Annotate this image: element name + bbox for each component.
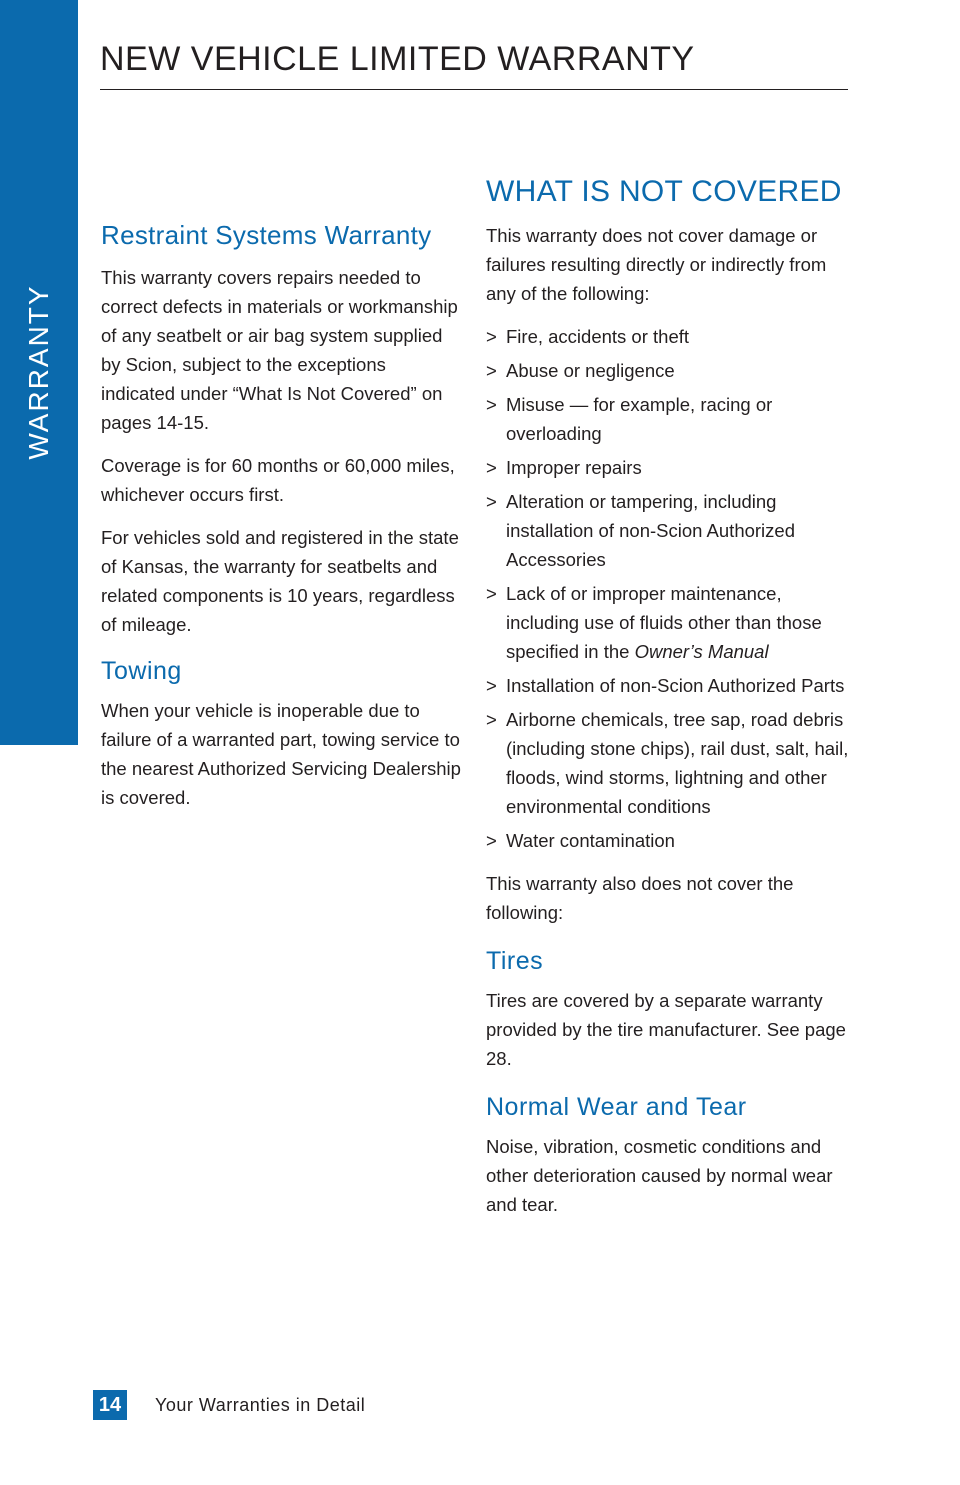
- page-number: 14: [93, 1390, 127, 1420]
- list-item-text: Lack of or improper maintenance, including use of fluids other than those specified in the: [506, 583, 822, 662]
- restraint-paragraph-3: For vehicles sold and registered in the state of Kansas, the warranty for seatbelts and related components is 10 years, regardless of mileage.: [101, 527, 459, 635]
- page-title: NEW VEHICLE LIMITED WARRANTY: [100, 40, 695, 78]
- list-item: [486, 322, 850, 351]
- list-item-text: Improper repairs: [506, 457, 642, 478]
- list-item: [486, 453, 850, 482]
- footer-section-title: Your Warranties in Detail: [155, 1395, 366, 1415]
- bullet-marker: >: [486, 675, 497, 696]
- bullet-marker: >: [486, 457, 497, 478]
- list-item-text: Alteration or tampering, including installation of non-Scion Authorized Accessories: [506, 491, 795, 570]
- towing-heading: Towing: [101, 657, 182, 685]
- list-item: [486, 705, 850, 821]
- restraint-heading: Restraint Systems Warranty: [101, 220, 432, 250]
- restraint-paragraph-1: This warranty covers repairs needed to correct defects in materials or workmanship of any seatbelt or air bag system supplied by Scion, subject to the exceptions indicated under “What Is Not Covered” on pages 14-15.: [101, 267, 458, 433]
- side-tab: [0, 0, 78, 745]
- list-item: [486, 356, 850, 385]
- left-column: [101, 220, 461, 826]
- bullet-marker: >: [486, 360, 497, 381]
- not-covered-intro: This warranty does not cover damage or failures resulting directly or indirectly from any of the following:: [486, 225, 827, 304]
- right-column: [486, 175, 850, 1233]
- bullet-marker: >: [486, 830, 497, 851]
- bullet-marker: >: [486, 709, 497, 730]
- list-item: [486, 826, 850, 855]
- wear-paragraph: Noise, vibration, cosmetic conditions and other deterioration caused by normal wear and tear.: [486, 1136, 833, 1215]
- list-item-text: Water contamination: [506, 830, 675, 851]
- list-item-text: Abuse or negligence: [506, 360, 675, 381]
- wear-heading: Normal Wear and Tear: [486, 1093, 747, 1121]
- bullet-marker: >: [486, 491, 497, 512]
- list-item: [486, 579, 850, 666]
- side-tab-label: WARRANTY: [23, 284, 54, 460]
- not-covered-heading: WHAT IS NOT COVERED: [486, 175, 842, 208]
- list-item: [486, 671, 850, 700]
- exclusions-list: [486, 322, 850, 855]
- list-item-text: Misuse — for example, racing or overloading: [506, 394, 773, 444]
- tires-heading: Tires: [486, 947, 544, 975]
- bullet-marker: >: [486, 326, 497, 347]
- bullet-marker: >: [486, 394, 497, 415]
- list-item-text: Installation of non-Scion Authorized Parts: [506, 675, 845, 696]
- list-item: [486, 390, 850, 448]
- owners-manual-reference: Owner’s Manual: [634, 641, 769, 662]
- also-not-covered-text: This warranty also does not cover the following:: [486, 873, 794, 923]
- towing-paragraph: When your vehicle is inoperable due to failure of a warranted part, towing service to the nearest Authorized Servicing Dealership is covered.: [101, 700, 461, 808]
- tires-paragraph: Tires are covered by a separate warranty provided by the tire manufacturer. See page 28.: [486, 990, 846, 1069]
- list-item: [486, 487, 850, 574]
- bullet-marker: >: [486, 583, 497, 604]
- list-item-text: Airborne chemicals, tree sap, road debris (including stone chips), rail dust, salt, hail, floods, wind storms, lightning and other environmental conditions: [506, 709, 849, 817]
- list-item-text: Fire, accidents or theft: [506, 326, 690, 347]
- title-divider: [100, 89, 848, 90]
- restraint-paragraph-2: Coverage is for 60 months or 60,000 miles, whichever occurs first.: [101, 455, 455, 505]
